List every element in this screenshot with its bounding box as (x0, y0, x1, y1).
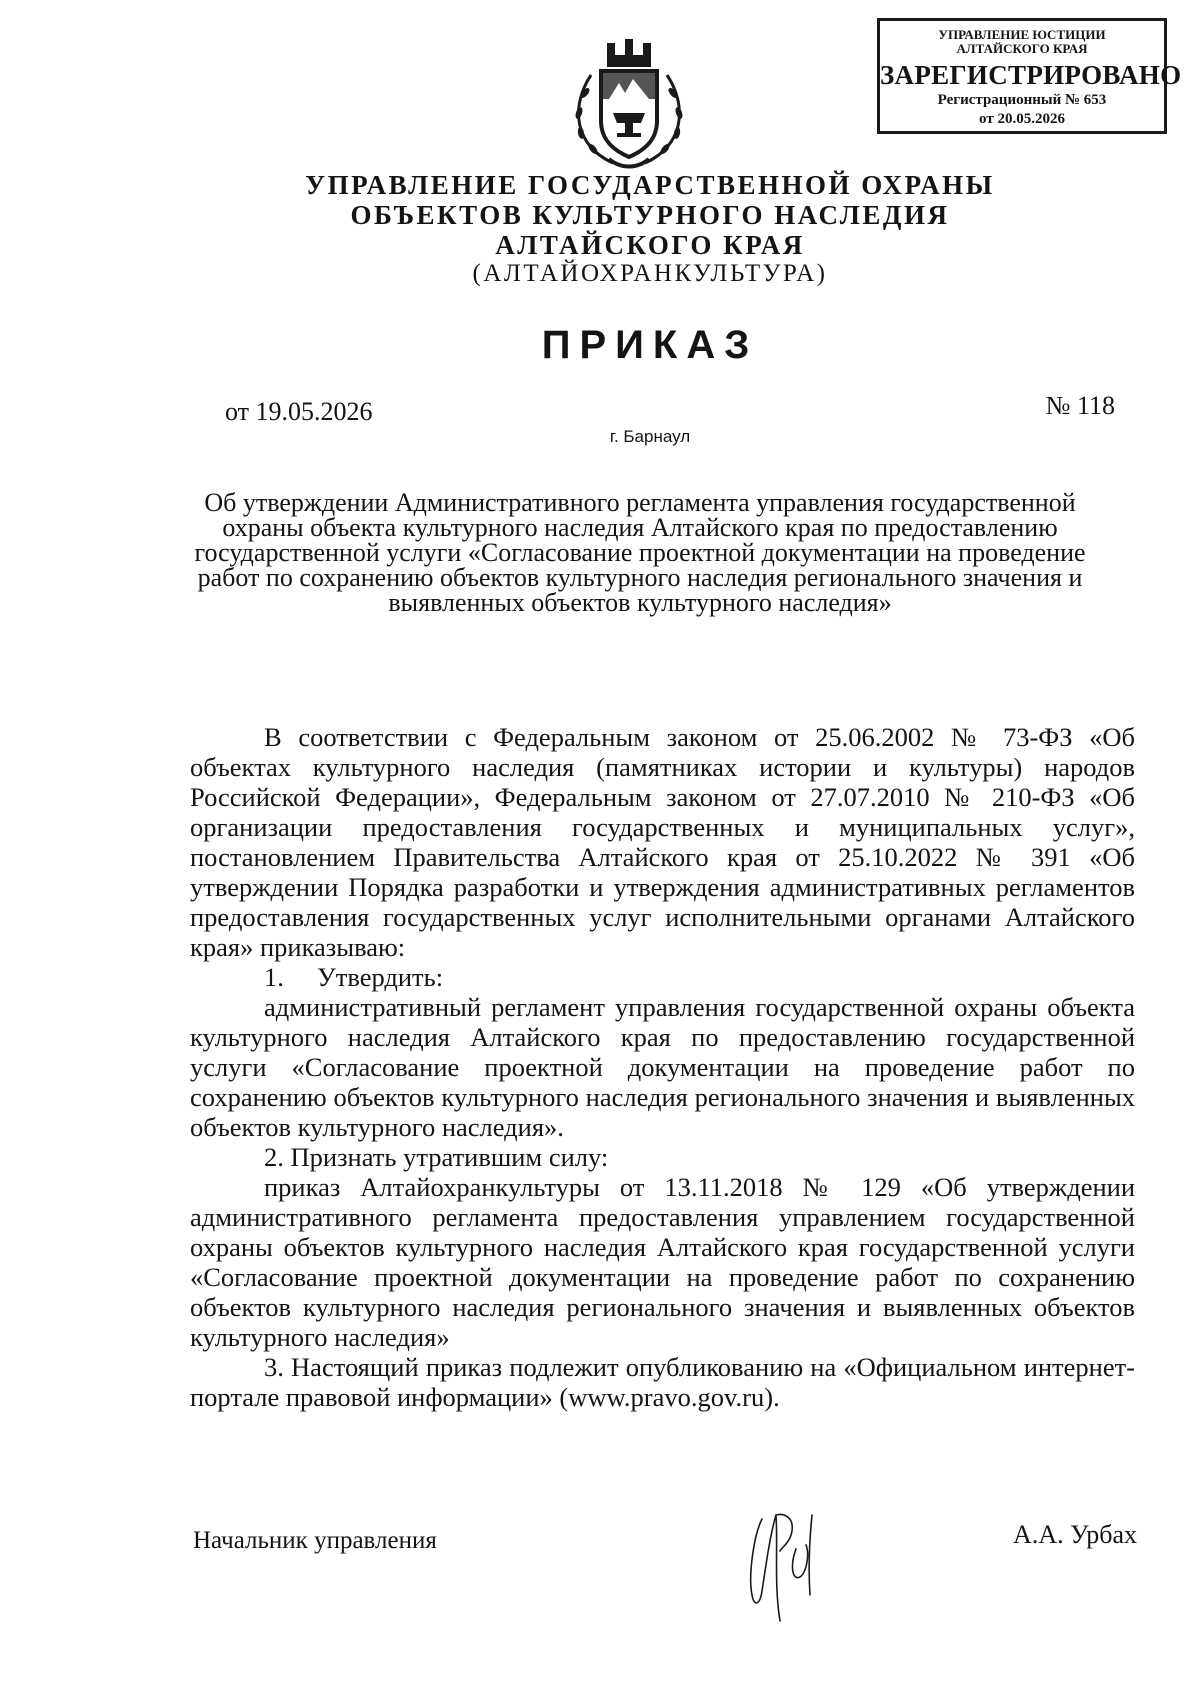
stamp-reg-date: от 20.05.2026 (979, 111, 1065, 127)
altai-krai-coat-of-arms-icon (563, 35, 695, 175)
item1-text: административный регламент управления государственной охраны объекта культурного наследия Алтайского края по предоставлению государственной услуги «Согласование проектной документации на проведение работ по сохранению объектов культурного наследия регионального значения и выявленных объектов культурного наследия». (190, 992, 1135, 1142)
item1-heading: 1. Утвердить: (264, 962, 444, 992)
registration-stamp (877, 18, 1182, 134)
stamp-authority-line2: АЛТАЙСКОГО КРАЯ (956, 41, 1088, 56)
stamp-reg-number: Регистрационный № 653 (937, 92, 1107, 108)
agency-name-line1: УПРАВЛЕНИЕ ГОСУДАРСТВЕННОЙ ОХРАНЫ (305, 170, 995, 200)
agency-name-line2: ОБЪЕКТОВ КУЛЬТУРНОГО НАСЛЕДИЯ (350, 200, 950, 230)
agency-short-name: (АЛТАЙОХРАНКУЛЬТУРА) (472, 260, 828, 287)
document-title: Об утверждении Административного регламента управления государственной охраны объекта культурного наследия Алтайского края по предоставлению государственной услуги «Согласование проектной документации на проведение работ по сохранению объектов культурного наследия регионального значения и выявленных объектов культурного наследия» (194, 488, 1086, 617)
document-city: г. Барнаул (609, 427, 691, 446)
handwritten-signature-icon (740, 1495, 840, 1630)
agency-name-line3: АЛТАЙСКОГО КРАЯ (495, 230, 805, 260)
stamp-authority-line1: УПРАВЛЕНИЕ ЮСТИЦИИ (938, 27, 1106, 42)
document-type: ПРИКАЗ (541, 323, 759, 367)
document-date: от 19.05.2026 (225, 397, 373, 426)
item3-text: 3. Настоящий приказ подлежит опубликованию на «Официальном интернет-портале правовой информации» (www.pravo.gov.ru). (190, 1352, 1135, 1412)
signer-name: А.А. Урбах (1013, 1520, 1137, 1549)
document-number: № 118 (1045, 391, 1115, 420)
stamp-status: ЗАРЕГИСТРИРОВАНО (880, 60, 1182, 90)
preamble-paragraph: В соответствии с Федеральным законом от 25.06.2002 № 73-ФЗ «Об объектах культурного наследия (памятниках истории и культуры) народов Российской Федерации», Федеральным законом от 27.07.2010 № 210-ФЗ «Об организации предоставления государственных и муниципальных услуг», постановлением Правительства Алтайского края от 25.10.2022 № 391 «Об утверждении Порядка разработки и утверждения административных регламентов предоставления государственных услуг исполнительными органами Алтайского края» приказываю: (190, 722, 1135, 962)
item2-text: приказ Алтайохранкультуры от 13.11.2018 № 129 «Об утверждении административного регламента предоставления управлением государственной охраны объектов культурного наследия Алтайского края государственной услуги «Согласование проектной документации на проведение работ по сохранению объектов культурного наследия регионального значения и выявленных объектов культурного наследия» (190, 1172, 1135, 1352)
document-body (190, 722, 1135, 1412)
item2-heading: 2. Признать утратившим силу: (264, 1142, 609, 1172)
signer-role: Начальник управления (193, 1527, 437, 1554)
